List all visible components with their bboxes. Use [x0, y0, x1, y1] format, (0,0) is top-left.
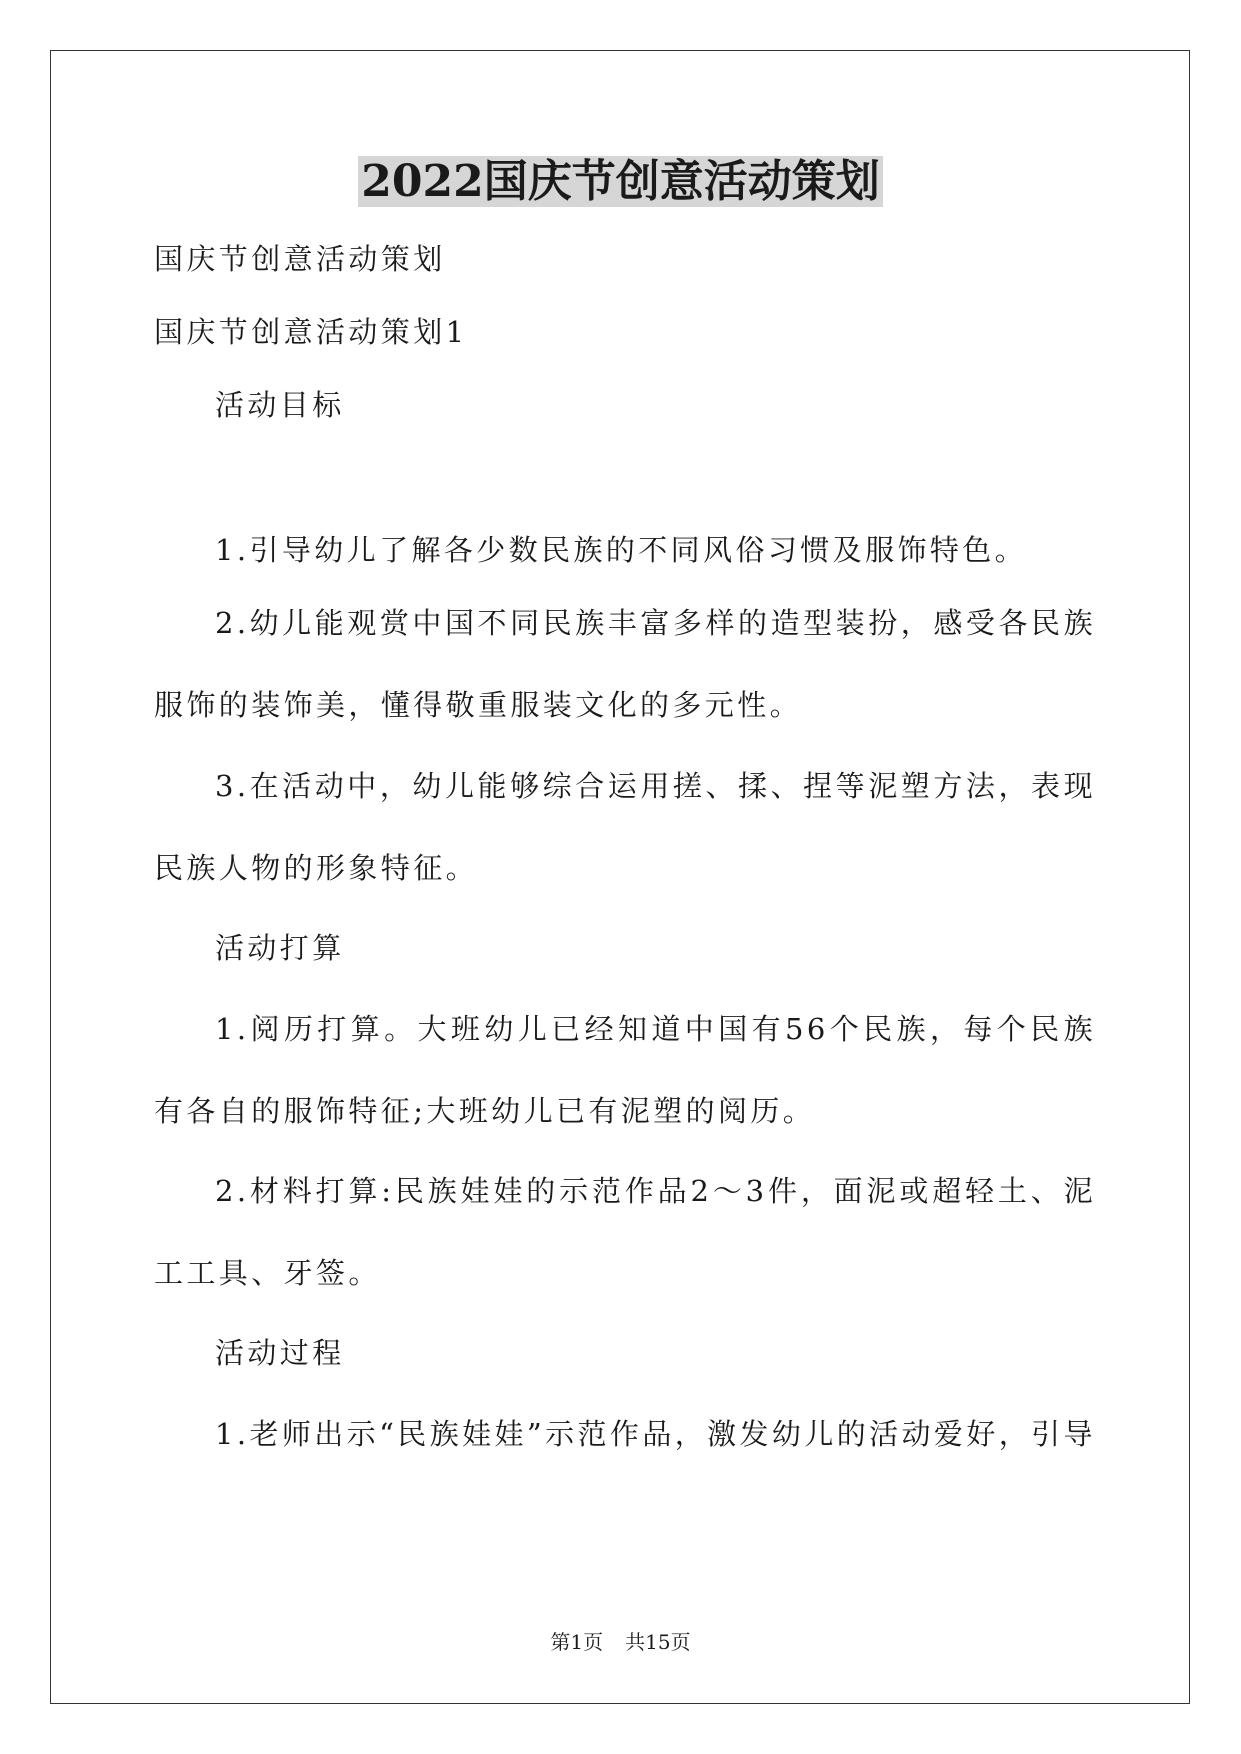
paragraph-heading-section-1: 国庆节创意活动策划1 — [154, 315, 468, 349]
document-title-text: 2022国庆节创意活动策划 — [358, 156, 882, 207]
paragraph-heading-main: 国庆节创意活动策划 — [154, 242, 446, 276]
paragraph-goal-2: 2.幼儿能观赏中国不同民族丰富多样的造型装扮，感受各民族服饰的装饰美，懂得敬重服装文化的多元性。 — [154, 606, 1096, 722]
page-footer — [0, 1628, 1241, 1656]
document-title — [0, 152, 1241, 212]
paragraph-heading-preparation: 活动打算 — [215, 931, 345, 965]
paragraph-goal-1: 1.引导幼儿了解各少数民族的不同风俗习惯及服饰特色。 — [215, 533, 1028, 567]
paragraph-preparation-2: 2.材料打算:民族娃娃的示范作品2～3件，面泥或超轻土、泥工工具、牙签。 — [154, 1174, 1096, 1290]
paragraph-process-1: 1.老师出示“民族娃娃”示范作品，激发幼儿的活动爱好，引导 — [215, 1417, 1096, 1451]
paragraph-goal-3: 3.在活动中，幼儿能够综合运用搓、揉、捏等泥塑方法，表现民族人物的形象特征。 — [154, 769, 1096, 885]
page-number: 第1页 — [550, 1630, 604, 1654]
paragraph-heading-process: 活动过程 — [215, 1336, 345, 1370]
paragraph-heading-goals: 活动目标 — [215, 388, 345, 422]
page-total: 共15页 — [625, 1630, 691, 1654]
paragraph-preparation-1: 1.阅历打算。大班幼儿已经知道中国有56个民族，每个民族有各自的服饰特征;大班幼儿已有泥塑的阅历。 — [154, 1012, 1096, 1128]
